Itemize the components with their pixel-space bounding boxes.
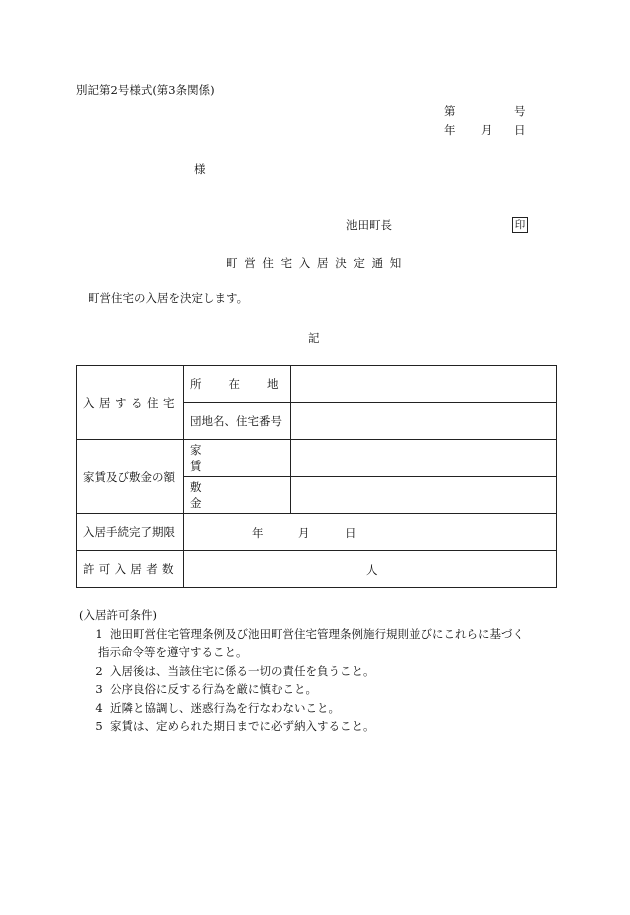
condition-number: 4: [95, 700, 103, 715]
rent-value-cell[interactable]: [291, 440, 557, 477]
condition-text: 家賃は、定められた期日までに必ず納入すること。: [110, 719, 375, 733]
deposit-label-cell: [184, 477, 291, 514]
complex-value-cell[interactable]: [291, 403, 557, 440]
condition-number: 3: [95, 682, 103, 696]
occupants-value-cell[interactable]: [184, 551, 557, 588]
location-label-value: 所在地: [190, 377, 306, 391]
ki-heading: 記: [308, 331, 320, 345]
conditions-heading: (入居許可条件): [79, 608, 157, 622]
number-suffix: 号: [514, 104, 526, 118]
form-reference: 別記第2号様式(第3条関係): [76, 83, 215, 97]
body-text: 町営住宅の入居を決定します。: [88, 291, 249, 305]
list-item-continuation: [88, 643, 524, 662]
date-year: 年: [444, 123, 456, 137]
document-title: 町営住宅入居決定通知: [226, 256, 408, 270]
condition-text: 近隣と協調し、迷惑行為を行なわないこと。: [110, 700, 340, 715]
complex-label: 団地名、住宅番号: [184, 403, 291, 440]
condition-text: 池田町営住宅管理条例及び池田町営住宅管理条例施行規則並びにこれらに基づく: [110, 626, 524, 641]
rent-label: 家賃: [190, 443, 271, 473]
occupants-label: 許可入居者数: [77, 551, 184, 588]
list-item: [88, 717, 524, 736]
list-item: [88, 662, 524, 681]
occupants-unit: 人: [366, 563, 378, 577]
table-row: [77, 551, 557, 588]
condition-number: 2: [95, 663, 103, 678]
list-item: [88, 625, 524, 644]
rent-label-cell: [184, 440, 291, 477]
location-value-cell[interactable]: [291, 366, 557, 403]
condition-number: 5: [95, 719, 103, 733]
number-prefix: 第: [444, 104, 456, 118]
location-label: [184, 366, 306, 403]
conditions-section: [79, 606, 524, 736]
details-table: [76, 365, 557, 588]
condition-text-continued: 指示命令等を遵守すること。: [98, 645, 248, 659]
table-row: [77, 366, 557, 403]
date-day: 日: [514, 123, 526, 137]
condition-text: 公序良俗に反する行為を厳に慎むこと。: [110, 682, 317, 696]
issuer-title: 池田町長: [346, 218, 392, 232]
seal-mark: 印: [512, 217, 528, 233]
deadline-year: 年: [252, 526, 264, 540]
table-row: [77, 440, 557, 477]
list-item: [88, 680, 524, 699]
table-row: [77, 514, 557, 551]
condition-text: 入居後は、当該住宅に係る一切の責任を負うこと。: [110, 663, 375, 678]
deadline-label: 入居手続完了期限: [77, 514, 184, 551]
addressee-suffix: 様: [194, 162, 206, 176]
rent-deposit-label: 家賃及び敷金の額: [77, 440, 184, 514]
deposit-value-cell[interactable]: [291, 477, 557, 514]
deadline-day: 日: [345, 526, 357, 540]
deadline-value-cell[interactable]: [184, 514, 557, 551]
deposit-label: 敷金: [190, 480, 271, 510]
condition-number: 1: [95, 626, 103, 641]
list-item: [88, 699, 524, 718]
location-label-text: [190, 376, 306, 392]
date-month: 月: [481, 123, 493, 137]
residence-label: 入居する住宅: [77, 366, 184, 440]
deadline-month: 月: [298, 526, 310, 540]
